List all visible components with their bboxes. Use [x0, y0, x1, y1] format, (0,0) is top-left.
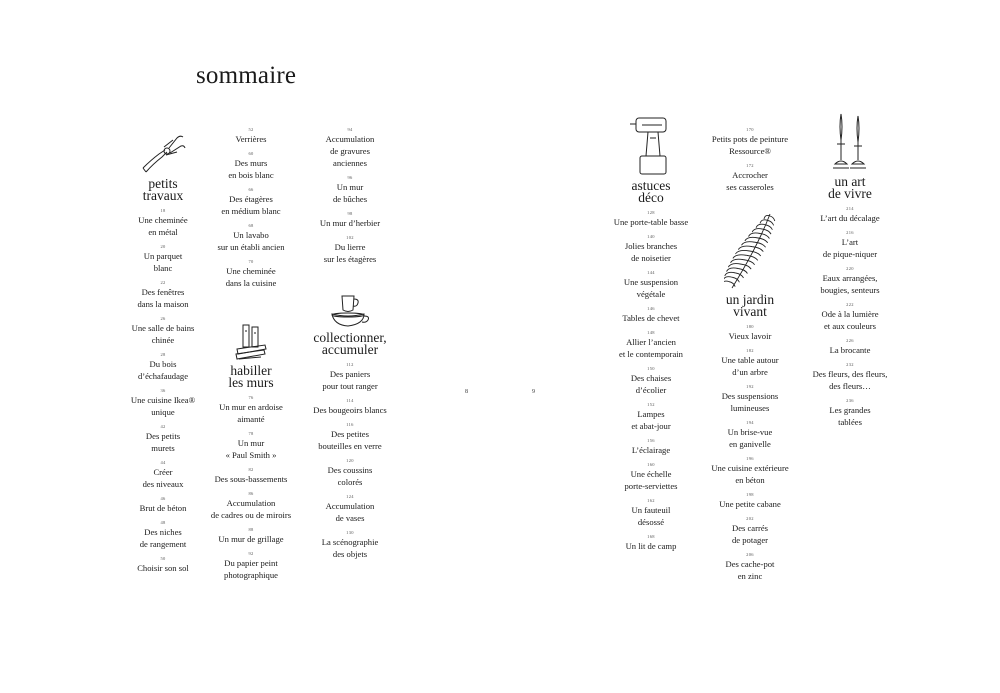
toc-entry[interactable] [700, 516, 800, 546]
toc-column [303, 127, 397, 271]
toc-page-number: 168 [647, 534, 655, 539]
toc-entry-label: Tables de chevet [622, 313, 680, 323]
toc-page-number: 28 [160, 352, 166, 357]
toc-entry[interactable] [700, 420, 800, 450]
toc-page-number: 150 [647, 366, 655, 371]
candlesticks-icon [830, 112, 870, 174]
toc-entry-label: de noisetier [631, 253, 671, 263]
toc-entry-label: d’échafaudage [137, 371, 189, 381]
toc-entry-label: Une cheminée [138, 215, 188, 225]
toc-entry-label: Ode à la lumière [821, 309, 879, 319]
toc-entry-label: en bois blanc [228, 170, 274, 180]
toc-entry-label: Un fauteuil [631, 505, 671, 515]
toc-entry-label: d’un arbre [732, 367, 768, 377]
toc-entry-label: en métal [148, 227, 178, 237]
toc-entry[interactable] [303, 458, 397, 488]
toc-entry[interactable] [199, 431, 303, 461]
toc-page-number: 120 [346, 458, 354, 463]
toc-entry[interactable] [115, 460, 211, 490]
toc-entry-label: Des carrés [731, 523, 769, 533]
toc-entry-label: désossé [637, 517, 665, 527]
toc-entry-label: en médium blanc [221, 206, 281, 216]
toc-entry-label: Une échelle [630, 469, 672, 479]
toc-entry-label: Des bougeoirs blancs [313, 405, 387, 415]
toc-entry-label: L’art du décalage [820, 213, 880, 223]
toc-page-number: 196 [746, 456, 754, 461]
toc-entry-label: « Paul Smith » [225, 450, 277, 460]
toc-entry-label: Des chaises [630, 373, 672, 383]
toc-entry-label: Une table autour [721, 355, 779, 365]
section-title [601, 180, 701, 204]
toc-page-number: 232 [846, 362, 854, 367]
toc-entry-label: Des murs [234, 158, 268, 168]
toc-entry-label: Des étagères [229, 194, 273, 204]
toc-page-number: 152 [647, 402, 655, 407]
fern-icon [724, 212, 776, 292]
section-title-line: un jardin [725, 292, 775, 307]
toc-entry[interactable] [199, 259, 303, 289]
toc-page-number: 114 [346, 398, 354, 403]
toc-entry-label: Accumulation [226, 498, 276, 508]
toc-entry[interactable] [700, 456, 800, 486]
toc-entry-label: dans la maison [137, 299, 189, 309]
section-title-line: travaux [142, 188, 184, 203]
toc-entry[interactable] [303, 530, 397, 560]
toc-entry[interactable] [199, 223, 303, 253]
toc-entry-label: La brocante [829, 345, 871, 355]
toc-entry[interactable] [803, 302, 897, 332]
toc-column [700, 127, 800, 199]
pliers-icon [137, 130, 189, 176]
toc-page-number: 160 [647, 462, 655, 467]
toc-entry[interactable] [115, 520, 211, 550]
section-title-line: déco [638, 190, 664, 205]
toc-entry-label: Accrocher [732, 170, 768, 180]
toc-entry[interactable] [700, 163, 800, 193]
toc-page-number: 68 [248, 223, 254, 228]
toc-page-number: 148 [647, 330, 655, 335]
toc-entry[interactable] [601, 234, 701, 264]
section-title-line: accumuler [321, 342, 379, 357]
toc-page-number: 116 [346, 422, 354, 427]
toc-page-number: 220 [846, 266, 854, 271]
toc-entry-label: anciennes [333, 158, 367, 168]
section-title-line: vivant [733, 304, 767, 319]
toc-entry-label: et abat-jour [631, 421, 671, 431]
page-number-left: 8 [465, 389, 468, 395]
toc-entry[interactable] [601, 402, 701, 432]
toc-entry[interactable] [303, 127, 397, 169]
toc-page-number: 198 [746, 492, 754, 497]
toc-entry[interactable] [601, 330, 701, 360]
toc-page-number: 124 [346, 494, 354, 499]
toc-entry-label: Jolies branches [624, 241, 678, 251]
toc-entry-label: unique [151, 407, 175, 417]
section-title [199, 365, 303, 389]
toc-page-number: 180 [746, 324, 754, 329]
toc-entry[interactable] [199, 395, 303, 425]
toc-page-number: 70 [248, 259, 254, 264]
toc-page-number: 82 [248, 467, 254, 472]
toc-entry-label: de vases [335, 513, 365, 523]
toc-page-number: 66 [248, 187, 254, 192]
toc-entry[interactable] [601, 306, 701, 324]
toc-page-number: 156 [647, 438, 655, 443]
toc-entry[interactable] [803, 362, 897, 392]
toc-entry[interactable] [601, 210, 701, 228]
toc-entry-label: Des petites [331, 429, 369, 439]
toc-entry-label: La scénographie [321, 537, 379, 547]
toc-entry-label: Des niches [144, 527, 182, 537]
toc-page-number: 86 [248, 491, 254, 496]
toc-page-number: 140 [647, 234, 655, 239]
toc-entry-label: Petits pots de peinture [711, 134, 789, 144]
toc-page-number: 78 [248, 431, 254, 436]
toc-entry-label: Du lierre [334, 242, 366, 252]
toc-entry[interactable] [700, 552, 800, 582]
toc-entry[interactable] [303, 235, 397, 265]
toc-entry-label: et le contemporain [619, 349, 683, 359]
tools-bundle-icon [231, 323, 271, 363]
toc-entry-label: Accumulation [325, 134, 375, 144]
toc-page-number: 94 [347, 127, 353, 132]
toc-entry-label: bougies, senteurs [820, 285, 880, 295]
toc-column [803, 112, 897, 434]
toc-entry-label: Des petits [145, 431, 181, 441]
toc-entry-label: Une salle de bains [131, 323, 195, 333]
toc-entry-label: Choisir son sol [137, 563, 189, 573]
section-title [700, 294, 800, 318]
toc-page-number: 170 [746, 127, 754, 132]
toc-entry-label: L’éclairage [631, 445, 671, 455]
toc-entry-label: Une petite cabane [719, 499, 781, 509]
toc-page-number: 52 [248, 127, 254, 132]
toc-entry-label: Brut de béton [139, 503, 187, 513]
toc-entry-label: de bûches [332, 194, 368, 204]
cups-icon [328, 292, 372, 330]
toc-page-number: 214 [846, 206, 854, 211]
toc-entry-label: de cadres ou de miroirs [210, 510, 292, 520]
toc-entry[interactable] [601, 438, 701, 456]
section-title [115, 178, 211, 202]
toc-entry-label: Les grandes [829, 405, 871, 415]
toc-entry-label: Verrières [235, 134, 267, 144]
toc-entry-label: chinée [151, 335, 175, 345]
toc-entry-label: Des fleurs, des fleurs, [812, 369, 888, 379]
toc-entry-label: et aux couleurs [823, 321, 877, 331]
toc-entry-label: Des cache-pot [725, 559, 775, 569]
toc-entry-label: Une porte-table basse [613, 217, 689, 227]
toc-entry-label: végétale [636, 289, 666, 299]
section-title-line: collectionner, [313, 330, 387, 345]
toc-entry-label: photographique [224, 570, 278, 580]
toc-entry-label: Une cuisine Ikea® [130, 395, 196, 405]
toc-entry-label: Eaux arrangées, [822, 273, 878, 283]
toc-entry[interactable] [115, 496, 211, 514]
toc-entry-label: Lampes [637, 409, 665, 419]
toc-page-number: 216 [846, 230, 854, 235]
toc-entry[interactable] [700, 348, 800, 378]
toc-entry[interactable] [199, 491, 303, 521]
toc-entry[interactable] [601, 462, 701, 492]
toc-entry[interactable] [199, 127, 303, 145]
toc-entry[interactable] [199, 151, 303, 181]
toc-column [700, 212, 800, 588]
toc-page-number: 192 [746, 384, 754, 389]
toc-entry-label: dans la cuisine [225, 278, 277, 288]
toc-entry[interactable] [115, 316, 211, 346]
toc-entry[interactable] [199, 467, 303, 485]
toc-entry-label: Un brise-vue [727, 427, 773, 437]
toc-entry-label: de rangement [139, 539, 187, 549]
toc-entry[interactable] [803, 338, 897, 356]
toc-entry-label: des fleurs… [829, 381, 871, 391]
toc-entry[interactable] [601, 534, 701, 552]
toc-entry-label: Des fenêtres [141, 287, 185, 297]
toc-page-number: 48 [160, 520, 166, 525]
toc-page-number: 20 [160, 244, 166, 249]
toc-entry-label: Un mur [336, 182, 364, 192]
toc-page-number: 172 [746, 163, 754, 168]
toc-entry-label: Un mur d’herbier [319, 218, 381, 228]
toc-page-number: 206 [746, 552, 754, 557]
toc-entry-label: bouteilles en verre [318, 441, 382, 451]
section-title-line: de vivre [828, 186, 872, 201]
toc-entry-label: des objets [332, 549, 368, 559]
toc-page-number: 222 [846, 302, 854, 307]
toc-entry-label: Des sous-bassements [214, 474, 288, 484]
toc-entry[interactable] [115, 244, 211, 274]
toc-entry-label: en ganivelle [729, 439, 771, 449]
toc-page-number: 88 [248, 527, 254, 532]
toc-page-number: 182 [746, 348, 754, 353]
toc-page-number: 92 [248, 551, 254, 556]
toc-entry-label: Une cuisine extérieure [711, 463, 789, 473]
toc-entry[interactable] [803, 230, 897, 260]
toc-entry-label: Des suspensions [721, 391, 779, 401]
toc-column [199, 323, 303, 587]
toc-entry-label: Une suspension [623, 277, 679, 287]
toc-page-number: 130 [346, 530, 354, 535]
section-title-line: les murs [228, 375, 274, 390]
toc-entry-label: de pique-niquer [822, 249, 878, 259]
toc-entry-label: de gravures [330, 146, 370, 156]
toc-entry-label: d’écolier [635, 385, 667, 395]
toc-page-number: 236 [846, 398, 854, 403]
page-number-right: 9 [532, 389, 535, 395]
toc-entry[interactable] [700, 492, 800, 510]
toc-entry[interactable] [115, 556, 211, 574]
toc-entry-label: murets [151, 443, 175, 453]
toc-column [115, 130, 211, 580]
toc-page-number: 112 [346, 362, 354, 367]
toc-entry[interactable] [115, 352, 211, 382]
toc-entry-label: Un mur [237, 438, 265, 448]
toc-entry-label: Allier l’ancien [626, 337, 676, 347]
drill-icon [628, 112, 674, 178]
toc-page-number: 60 [248, 151, 254, 156]
toc-entry-label: sur les étagères [323, 254, 377, 264]
toc-column [303, 292, 397, 566]
toc-entry-label: Un lit de camp [625, 541, 677, 551]
toc-entry-label: porte-serviettes [624, 481, 678, 491]
toc-entry[interactable] [303, 398, 397, 416]
toc-entry-label: ses casseroles [726, 182, 774, 192]
toc-entry-label: Accumulation [325, 501, 375, 511]
toc-page-number: 46 [160, 496, 166, 501]
toc-entry-label: en béton [735, 475, 765, 485]
toc-page-number: 128 [647, 210, 655, 215]
toc-page-number: 44 [160, 460, 166, 465]
toc-entry-label: Un mur de grillage [218, 534, 284, 544]
toc-entry-label: pour tout ranger [322, 381, 378, 391]
toc-page-number: 96 [347, 175, 353, 180]
toc-page-number: 162 [647, 498, 655, 503]
section-title-line: un art [834, 174, 866, 189]
toc-entry-label: tablées [838, 417, 862, 427]
toc-page-number: 76 [248, 395, 254, 400]
toc-entry-label: Des paniers [329, 369, 371, 379]
toc-entry-label: Créer [153, 467, 173, 477]
toc-entry[interactable] [803, 266, 897, 296]
toc-entry-label: Du papier peint [224, 558, 278, 568]
toc-entry-label: Vieux lavoir [728, 331, 772, 341]
section-title [803, 176, 897, 200]
toc-entry-label: en zinc [737, 571, 763, 581]
toc-entry-label: aimanté [237, 414, 265, 424]
toc-entry[interactable] [303, 175, 397, 205]
toc-entry-label: lumineuses [730, 403, 770, 413]
toc-entry-label: Un lavabo [233, 230, 269, 240]
section-title-line: habiller [230, 363, 272, 378]
section-title-line: astuces [631, 178, 671, 193]
toc-entry[interactable] [803, 398, 897, 428]
toc-entry[interactable] [199, 527, 303, 545]
toc-entry-label: Du bois [149, 359, 177, 369]
toc-entry-label: colorés [337, 477, 363, 487]
toc-entry[interactable] [199, 551, 303, 581]
toc-page-number: 194 [746, 420, 754, 425]
toc-entry-label: Ressource® [729, 146, 771, 156]
toc-entry[interactable] [303, 362, 397, 392]
toc-page-number: 98 [347, 211, 353, 216]
section-title [303, 332, 397, 356]
toc-entry[interactable] [700, 324, 800, 342]
toc-entry-label: L’art [841, 237, 859, 247]
toc-column [601, 112, 701, 558]
toc-page-number: 226 [846, 338, 854, 343]
toc-entry[interactable] [303, 494, 397, 524]
toc-entry[interactable] [803, 206, 897, 224]
toc-entry-label: Un parquet [143, 251, 183, 261]
toc-entry-label: des niveaux [142, 479, 184, 489]
toc-page-number: 50 [160, 556, 166, 561]
toc-page-number: 102 [346, 235, 354, 240]
toc-page-number: 18 [160, 208, 166, 213]
toc-entry[interactable] [601, 270, 701, 300]
toc-entry[interactable] [700, 384, 800, 414]
toc-entry-label: Une cheminée [226, 266, 276, 276]
toc-page-number: 36 [160, 388, 166, 393]
section-title-line: petits [148, 176, 178, 191]
toc-page-number: 144 [647, 270, 655, 275]
page-title: sommaire [196, 62, 297, 89]
toc-entry[interactable] [115, 424, 211, 454]
toc-entry[interactable] [700, 127, 800, 157]
toc-page-number: 22 [160, 280, 166, 285]
toc-entry[interactable] [115, 208, 211, 238]
toc-entry[interactable] [199, 187, 303, 217]
toc-entry[interactable] [115, 280, 211, 310]
toc-entry[interactable] [601, 498, 701, 528]
toc-entry[interactable] [303, 422, 397, 452]
toc-page-number: 202 [746, 516, 754, 521]
toc-entry-label: de potager [731, 535, 769, 545]
toc-column [199, 127, 303, 295]
toc-page-number: 26 [160, 316, 166, 321]
toc-entry-label: Un mur en ardoise [219, 402, 283, 412]
toc-entry-label: sur un établi ancien [217, 242, 285, 252]
toc-page-number: 42 [160, 424, 166, 429]
toc-entry[interactable] [601, 366, 701, 396]
toc-entry-label: Des coussins [327, 465, 373, 475]
toc-entry[interactable] [303, 211, 397, 229]
toc-entry[interactable] [115, 388, 211, 418]
toc-page-number: 146 [647, 306, 655, 311]
toc-entry-label: blanc [153, 263, 173, 273]
